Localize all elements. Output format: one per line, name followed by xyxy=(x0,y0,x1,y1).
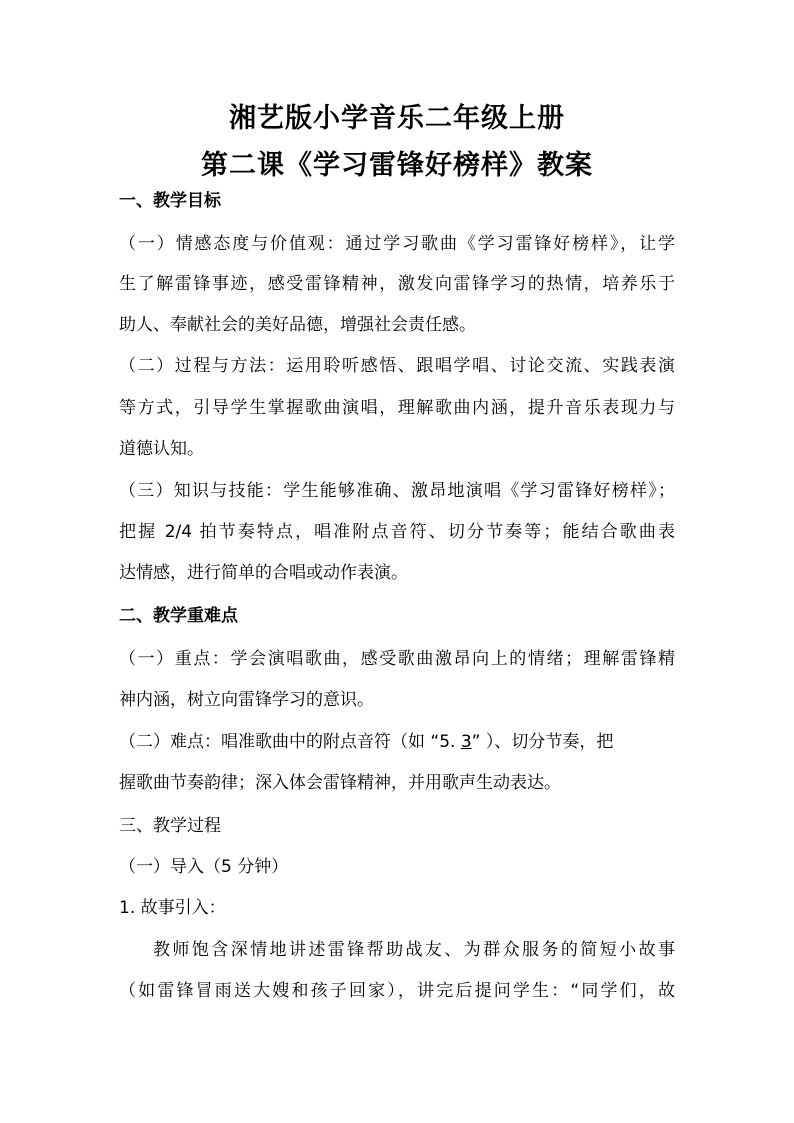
difficulty-text-end: ” ）、切分节奏，把 xyxy=(471,732,614,752)
paragraph-line: （一）重点：学会演唱歌曲，感受歌曲激昂向上的情绪；理解雷锋精 xyxy=(119,649,675,669)
section-heading-objectives: 一、教学目标 xyxy=(119,191,221,211)
difficulty-text-start: （二）难点：唱准歌曲中的附点音符（如 “5. xyxy=(119,732,461,752)
section-heading-key-points: 二、教学重难点 xyxy=(119,606,238,626)
document-subtitle: 第二课《学习雷锋好榜样》教案 xyxy=(201,150,593,181)
paragraph-line: （如雷锋冒雨送大嫂和孩子回家），讲完后提问学生：“同学们，故 xyxy=(119,981,675,1001)
paragraph-line: 道德认知。 xyxy=(119,439,204,459)
paragraph-line: 把握 2/4 拍节奏特点，唱准附点音符、切分节奏等；能结合歌曲表 xyxy=(119,522,675,542)
paragraph-line: 生了解雷锋事迹，感受雷锋精神，激发向雷锋学习的热情，培养乐于 xyxy=(119,274,675,294)
dotted-note-numeral: 3 xyxy=(460,732,472,752)
section-heading-process: 三、教学过程 xyxy=(119,816,221,836)
paragraph-line: （一）情感态度与价值观：通过学习歌曲《学习雷锋好榜样》，让学 xyxy=(119,234,675,254)
paragraph-line: 助人、奉献社会的美好品德，增强社会责任感。 xyxy=(119,315,476,335)
document-title: 湘艺版小学音乐二年级上册 xyxy=(229,103,565,134)
paragraph-line: （三）知识与技能：学生能够准确、激昂地演唱《学习雷锋好榜样》； xyxy=(119,481,675,501)
paragraph-line: 等方式，引导学生掌握歌曲演唱，理解歌曲内涵，提升音乐表现力与 xyxy=(119,398,675,418)
list-item-heading: 1. 故事引入： xyxy=(119,898,226,918)
paragraph-line: 达情感，进行简单的合唱或动作表演。 xyxy=(119,563,408,583)
subsection-heading-intro: （一）导入（5 分钟） xyxy=(119,857,289,877)
paragraph-line: 教师饱含深情地讲述雷锋帮助战友、为群众服务的简短小故事 xyxy=(153,940,675,960)
paragraph-line: 握歌曲节奏韵律；深入体会雷锋精神，并用歌声生动表达。 xyxy=(119,773,561,793)
paragraph-line: （二）过程与方法：运用聆听感悟、跟唱学唱、讨论交流、实践表演 xyxy=(119,356,675,376)
paragraph-line-difficulty xyxy=(119,730,613,754)
paragraph-line: 神内涵，树立向雷锋学习的意识。 xyxy=(119,690,374,710)
